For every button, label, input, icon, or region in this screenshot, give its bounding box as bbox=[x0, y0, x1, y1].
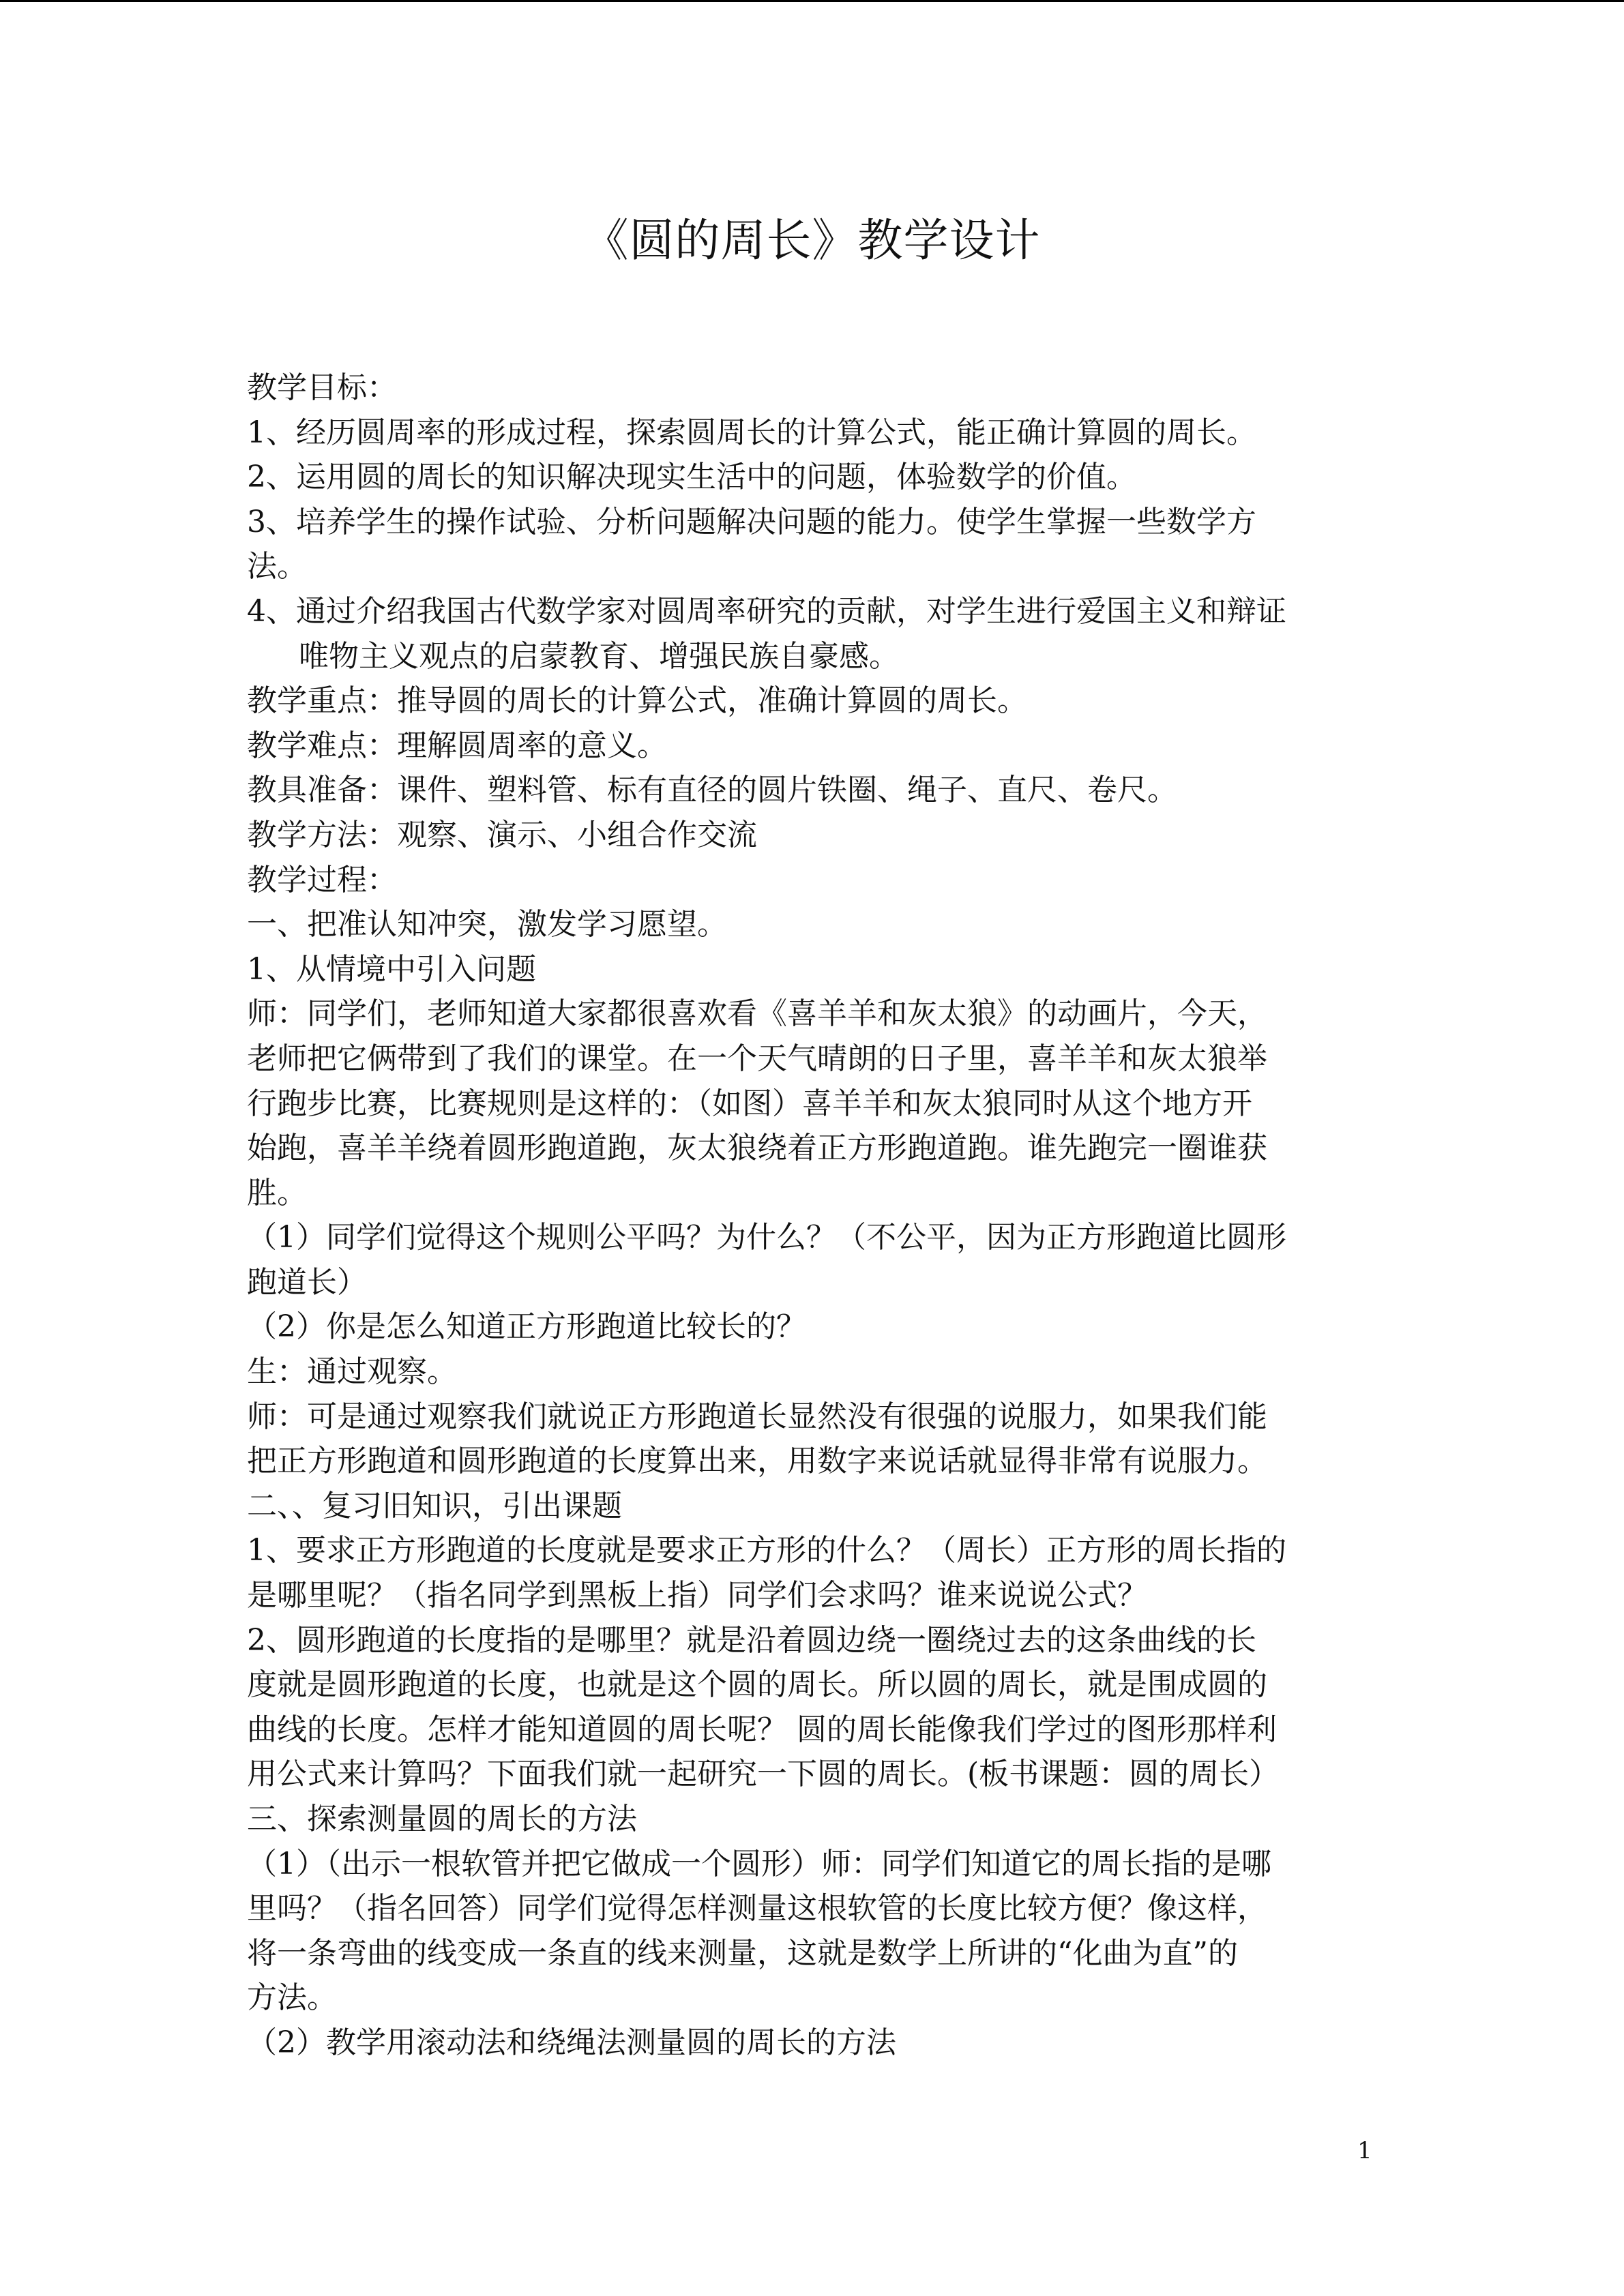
text-line: 1、要求正方形跑道的长度就是要求正方形的什么？（周长）正方形的周长指的 bbox=[247, 1533, 1286, 1568]
text-line: 教学方法：观察、演示、小组合作交流 bbox=[247, 817, 757, 852]
text-line: 里吗？（指名回答）同学们觉得怎样测量这根软管的长度比较方便？像这样， bbox=[247, 1891, 1267, 1926]
text-line: 始跑，喜羊羊绕着圆形跑道跑，灰太狼绕着正方形跑道跑。谁先跑完一圈谁获 bbox=[247, 1131, 1267, 1166]
document-title: 《圆的周长》教学设计 bbox=[583, 214, 1041, 267]
text-line: 4、通过介绍我国古代数学家对圆周率研究的贡献，对学生进行爱国主义和辩证 bbox=[247, 593, 1286, 629]
text-line: 生：通过观察。 bbox=[247, 1354, 457, 1390]
text-line: 老师把它俩带到了我们的课堂。在一个天气晴朗的日子里，喜羊羊和灰太狼举 bbox=[247, 1041, 1267, 1076]
text-line: 唯物主义观点的启蒙教育、增强民族自豪感。 bbox=[299, 638, 899, 674]
text-line: 教具准备：课件、塑料管、标有直径的圆片铁圈、绳子、直尺、卷尺。 bbox=[247, 773, 1177, 808]
text-line: 法。 bbox=[247, 549, 307, 584]
text-line: 2、运用圆的周长的知识解决现实生活中的问题，体验数学的价值。 bbox=[247, 460, 1136, 495]
text-line: 曲线的长度。怎样才能知道圆的周长呢？ 圆的周长能像我们学过的图形那样利 bbox=[247, 1712, 1277, 1747]
text-line: 教学目标： bbox=[247, 370, 397, 405]
text-line: （1）同学们觉得这个规则公平吗？为什么？（不公平，因为正方形跑道比圆形 bbox=[247, 1220, 1286, 1255]
text-line: 把正方形跑道和圆形跑道的长度算出来，用数字来说话就显得非常有说服力。 bbox=[247, 1444, 1267, 1479]
text-line: 方法。 bbox=[247, 1980, 337, 2016]
page-number: 1 bbox=[1357, 2137, 1372, 2164]
text-line: 师：同学们，老师知道大家都很喜欢看《喜羊羊和灰太狼》的动画片，今天， bbox=[247, 996, 1267, 1032]
text-line: （1）（出示一根软管并把它做成一个圆形）师：同学们知道它的周长指的是哪 bbox=[247, 1846, 1271, 1881]
text-line: 3、培养学生的操作试验、分析问题解决问题的能力。使学生掌握一些数学方 bbox=[247, 504, 1256, 539]
text-line: 用公式来计算吗？下面我们就一起研究一下圆的周长。(板书课题：圆的周长） bbox=[247, 1757, 1280, 1792]
text-line: 1、经历圆周率的形成过程，探索圆周长的计算公式，能正确计算圆的周长。 bbox=[247, 415, 1256, 450]
text-line: 1、从情境中引入问题 bbox=[247, 951, 536, 987]
text-line: 2、圆形跑道的长度指的是哪里？就是沿着圆边绕一圈绕过去的这条曲线的长 bbox=[247, 1622, 1256, 1658]
text-line: 一、把准认知冲突，激发学习愿望。 bbox=[247, 907, 727, 942]
text-line: 跑道长） bbox=[247, 1264, 367, 1300]
text-line: 教学重点：推导圆的周长的计算公式，准确计算圆的周长。 bbox=[247, 683, 1027, 719]
text-line: 是哪里呢？（指名同学到黑板上指）同学们会求吗？谁来说说公式？ bbox=[247, 1578, 1147, 1613]
document-body bbox=[247, 366, 1379, 2066]
top-border-rule bbox=[0, 0, 1624, 2]
text-line: 将一条弯曲的线变成一条直的线来测量，这就是数学上所讲的“化曲为直”的 bbox=[247, 1935, 1238, 1971]
text-line: （2）教学用滚动法和绕绳法测量圆的周长的方法 bbox=[247, 2025, 896, 2060]
text-line: 胜。 bbox=[247, 1175, 307, 1210]
text-line: 教学过程： bbox=[247, 862, 397, 897]
text-line: 教学难点：理解圆周率的意义。 bbox=[247, 728, 667, 763]
text-line: 三、探索测量圆的周长的方法 bbox=[247, 1802, 637, 1836]
text-line: 度就是圆形跑道的长度，也就是这个圆的周长。所以圆的周长，就是围成圆的 bbox=[247, 1667, 1267, 1703]
text-line: 师：可是通过观察我们就说正方形跑道长显然没有很强的说服力，如果我们能 bbox=[247, 1399, 1267, 1434]
text-line: （2）你是怎么知道正方形跑道比较长的？ bbox=[247, 1309, 806, 1345]
text-line: 行跑步比赛，比赛规则是这样的：（如图）喜羊羊和灰太狼同时从这个地方开 bbox=[247, 1086, 1252, 1121]
text-line: 二、、复习旧知识，引出课题 bbox=[247, 1488, 622, 1523]
